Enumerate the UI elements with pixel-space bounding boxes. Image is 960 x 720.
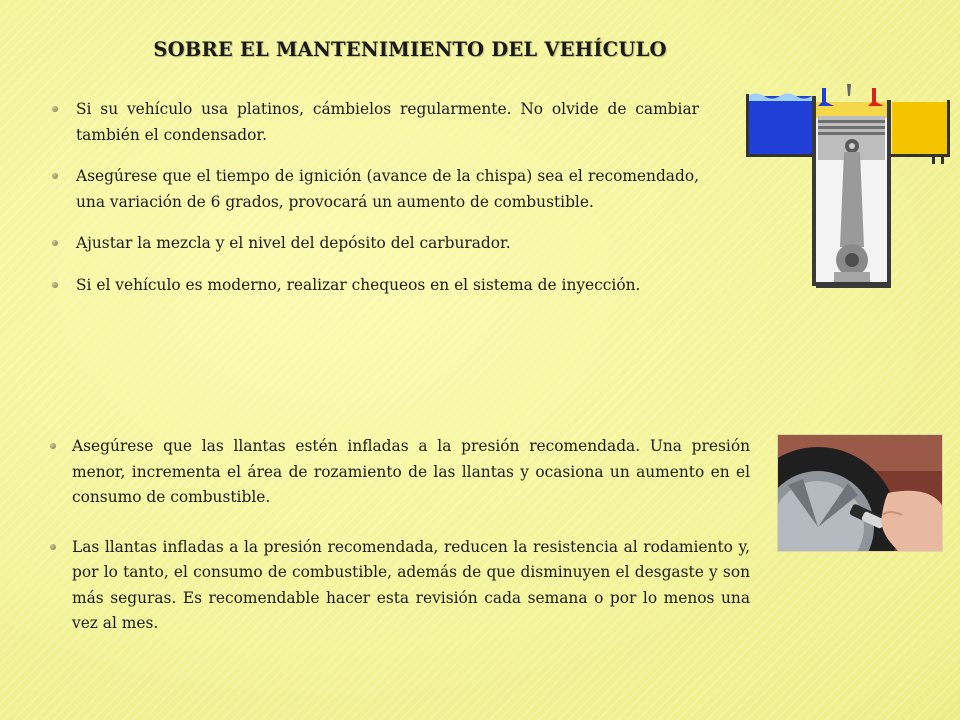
bullet-icon bbox=[52, 240, 58, 246]
list-item-text: Asegúrese que el tiempo de ignición (avance de la chispa) sea el recomendado, una variación de 6 grados, provocará un aumento de combustible. bbox=[76, 167, 699, 211]
tire-pressure-gauge-icon bbox=[778, 435, 942, 551]
list-item bbox=[76, 273, 699, 299]
list-item-text: Asegúrese que las llantas estén infladas a la presión recomendada. Una presión menor, incrementa el área de rozamiento de las llantas y ocasiona un aumento en el consumo de combustible. bbox=[72, 437, 750, 506]
bullet-icon bbox=[52, 106, 58, 112]
piston-diagram-image bbox=[742, 82, 954, 292]
list-item-text: Si su vehículo usa platinos, cámbielos regularmente. No olvide de cambiar también el condensador. bbox=[76, 100, 699, 144]
bullet-icon bbox=[50, 544, 56, 550]
list-item bbox=[76, 164, 699, 215]
list-item-text: Si el vehículo es moderno, realizar chequeos en el sistema de inyección. bbox=[76, 275, 641, 294]
piston-cylinder-icon bbox=[742, 82, 954, 292]
page-title: SOBRE EL MANTENIMIENTO DEL VEHÍCULO bbox=[153, 38, 667, 61]
list-item-text: Ajustar la mezcla y el nivel del depósito del carburador. bbox=[76, 234, 511, 252]
list-item bbox=[72, 535, 750, 637]
bullet-icon bbox=[50, 443, 56, 449]
list-item bbox=[76, 231, 699, 257]
tire-gauge-photo bbox=[777, 434, 943, 552]
list-item bbox=[72, 434, 750, 511]
bullet-icon bbox=[52, 282, 58, 288]
tire-maintenance-list bbox=[72, 434, 750, 661]
list-item-text: Las llantas infladas a la presión recomendada, reducen la resistencia al rodamiento y, por lo tanto, el consumo de combustible, además de que disminuyen el desgaste y son más seguras. Es recomendable hacer esta revisión cada semana o por lo menos una vez al mes. bbox=[72, 537, 750, 632]
list-item bbox=[76, 97, 699, 148]
bullet-icon bbox=[52, 173, 58, 179]
engine-maintenance-list bbox=[76, 97, 699, 314]
